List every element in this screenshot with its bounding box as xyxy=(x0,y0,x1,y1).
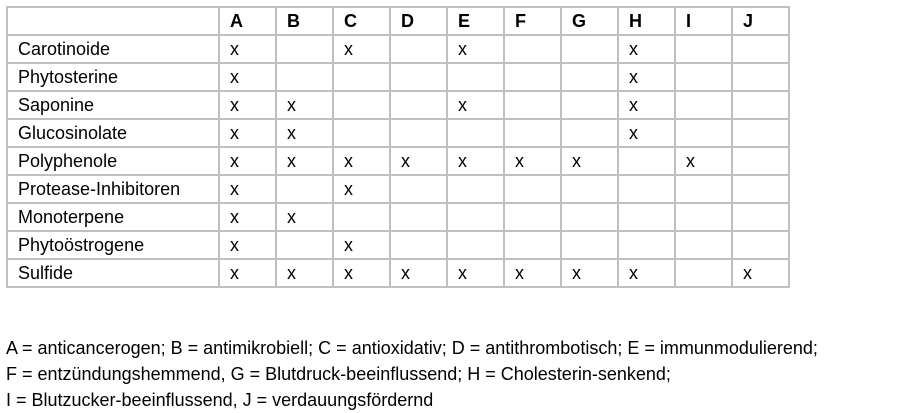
mark-cell xyxy=(561,91,618,119)
row-label: Phytoöstrogene xyxy=(7,231,219,259)
mark-cell: x xyxy=(390,147,447,175)
mark-cell xyxy=(447,231,504,259)
mark-cell: x xyxy=(276,91,333,119)
column-header: A xyxy=(219,7,276,35)
mark-cell xyxy=(504,35,561,63)
mark-cell: x xyxy=(561,259,618,287)
mark-cell xyxy=(333,91,390,119)
mark-cell xyxy=(276,63,333,91)
mark-cell xyxy=(675,63,732,91)
mark-cell xyxy=(447,175,504,203)
mark-cell xyxy=(732,203,789,231)
mark-cell xyxy=(390,119,447,147)
mark-cell xyxy=(276,35,333,63)
mark-cell xyxy=(333,63,390,91)
column-header: E xyxy=(447,7,504,35)
row-label: Glucosinolate xyxy=(7,119,219,147)
mark-cell: x xyxy=(276,119,333,147)
mark-cell xyxy=(675,175,732,203)
table-row xyxy=(7,35,789,63)
mark-cell xyxy=(504,91,561,119)
mark-cell: x xyxy=(675,147,732,175)
table-header-row xyxy=(7,7,789,35)
mark-cell: x xyxy=(276,203,333,231)
row-label: Polyphenole xyxy=(7,147,219,175)
mark-cell xyxy=(504,119,561,147)
mark-cell xyxy=(675,231,732,259)
table-row xyxy=(7,119,789,147)
table-row xyxy=(7,259,789,287)
column-header: F xyxy=(504,7,561,35)
mark-cell: x xyxy=(333,175,390,203)
mark-cell: x xyxy=(504,259,561,287)
phytochemical-effects-table xyxy=(6,6,790,288)
mark-cell: x xyxy=(219,147,276,175)
mark-cell xyxy=(732,147,789,175)
mark-cell xyxy=(561,35,618,63)
mark-cell xyxy=(504,231,561,259)
table-row xyxy=(7,231,789,259)
table-row xyxy=(7,147,789,175)
table-row xyxy=(7,91,789,119)
mark-cell xyxy=(390,91,447,119)
mark-cell xyxy=(276,175,333,203)
column-header: D xyxy=(390,7,447,35)
mark-cell xyxy=(732,63,789,91)
mark-cell: x xyxy=(219,63,276,91)
mark-cell: x xyxy=(276,259,333,287)
mark-cell xyxy=(675,119,732,147)
mark-cell xyxy=(390,203,447,231)
mark-cell xyxy=(504,175,561,203)
mark-cell: x xyxy=(333,147,390,175)
table-row xyxy=(7,203,789,231)
mark-cell xyxy=(390,175,447,203)
mark-cell: x xyxy=(561,147,618,175)
mark-cell: x xyxy=(219,175,276,203)
mark-cell xyxy=(675,91,732,119)
column-header: H xyxy=(618,7,675,35)
column-header: C xyxy=(333,7,390,35)
mark-cell xyxy=(390,231,447,259)
mark-cell xyxy=(561,231,618,259)
mark-cell: x xyxy=(447,91,504,119)
mark-cell xyxy=(618,231,675,259)
mark-cell xyxy=(333,203,390,231)
row-label: Protease-Inhibitoren xyxy=(7,175,219,203)
mark-cell xyxy=(561,119,618,147)
column-header: G xyxy=(561,7,618,35)
mark-cell: x xyxy=(618,119,675,147)
mark-cell xyxy=(447,63,504,91)
row-label: Sulfide xyxy=(7,259,219,287)
mark-cell xyxy=(675,259,732,287)
row-label: Saponine xyxy=(7,91,219,119)
mark-cell: x xyxy=(219,231,276,259)
mark-cell xyxy=(618,203,675,231)
mark-cell: x xyxy=(447,35,504,63)
mark-cell xyxy=(561,203,618,231)
mark-cell: x xyxy=(333,231,390,259)
mark-cell: x xyxy=(504,147,561,175)
table-body xyxy=(7,35,789,287)
row-label: Monoterpene xyxy=(7,203,219,231)
mark-cell: x xyxy=(618,63,675,91)
mark-cell: x xyxy=(732,259,789,287)
mark-cell: x xyxy=(390,259,447,287)
mark-cell: x xyxy=(219,91,276,119)
table-row xyxy=(7,63,789,91)
mark-cell xyxy=(504,63,561,91)
row-label: Phytosterine xyxy=(7,63,219,91)
mark-cell xyxy=(618,175,675,203)
mark-cell xyxy=(333,119,390,147)
mark-cell xyxy=(732,91,789,119)
legend-line: F = entzündungshemmend, G = Blutdruck-beeinflussend; H = Cholesterin-senkend; xyxy=(6,364,671,384)
column-header: I xyxy=(675,7,732,35)
mark-cell xyxy=(675,203,732,231)
mark-cell xyxy=(447,203,504,231)
mark-cell: x xyxy=(333,35,390,63)
header-corner-cell xyxy=(7,7,219,35)
mark-cell: x xyxy=(333,259,390,287)
mark-cell: x xyxy=(447,147,504,175)
legend-line: A = anticancerogen; B = antimikrobiell; C = antioxidativ; D = antithrombotisch; E = immunmodulierend; xyxy=(6,338,818,358)
mark-cell xyxy=(618,147,675,175)
mark-cell xyxy=(561,175,618,203)
mark-cell xyxy=(732,119,789,147)
mark-cell xyxy=(447,119,504,147)
mark-cell xyxy=(390,63,447,91)
mark-cell xyxy=(276,231,333,259)
column-header: B xyxy=(276,7,333,35)
mark-cell: x xyxy=(219,35,276,63)
table-row xyxy=(7,175,789,203)
mark-cell: x xyxy=(618,35,675,63)
column-header: J xyxy=(732,7,789,35)
legend-line: I = Blutzucker-beeinflussend, J = verdauungsfördernd xyxy=(6,390,434,410)
row-label: Carotinoide xyxy=(7,35,219,63)
mark-cell xyxy=(732,175,789,203)
mark-cell xyxy=(732,231,789,259)
mark-cell xyxy=(675,35,732,63)
mark-cell: x xyxy=(618,91,675,119)
mark-cell: x xyxy=(219,259,276,287)
mark-cell xyxy=(504,203,561,231)
mark-cell: x xyxy=(618,259,675,287)
mark-cell xyxy=(732,35,789,63)
mark-cell: x xyxy=(219,119,276,147)
mark-cell xyxy=(561,63,618,91)
mark-cell xyxy=(390,35,447,63)
legend xyxy=(6,335,818,413)
mark-cell: x xyxy=(276,147,333,175)
mark-cell: x xyxy=(447,259,504,287)
mark-cell: x xyxy=(219,203,276,231)
